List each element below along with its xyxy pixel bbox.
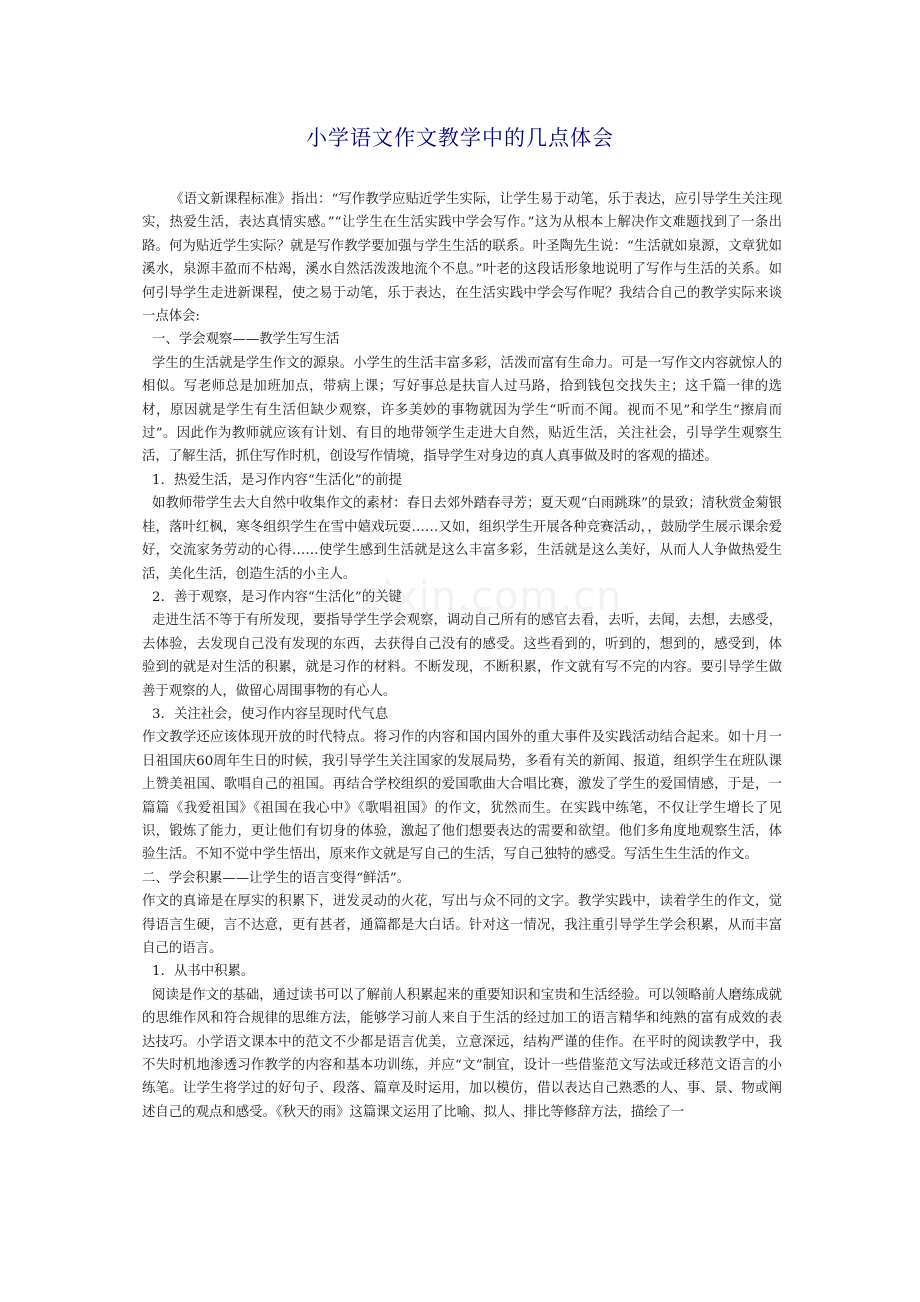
- document-title: 小学语文作文教学中的几点体会: [306, 126, 614, 150]
- paragraph: 二、学会积累——让学生的语言变得“鲜活”。: [142, 870, 411, 886]
- paragraph: 阅读是作文的基础，通过读书可以了解前人积累起来的重要知识和宝贵和生活经验。可以领略前人磨练成就的思维作风和符合规律的思维方法，能够学习前人来自于生活的经过加工的语言精华和纯熟的富有成效的表达技巧。小学语文课本中的范文不少都是语言优美，立意深远，结构严谨的佳作。在平时的阅读教学中，我不失时机地渗透习作教学的内容和基本功训练，并应“文”制宜，设计一些借鉴范文写法或迁移范文语言的小练笔。让学生将学过的好句子、段落、篇章及时运用，加以模仿，借以表达自己熟悉的人、事、景、物或阐述自己的观点和感受。《秋天的雨》这篇课文运用了比喻、拟人、排比等修辞方法，描绘了一: [142, 987, 782, 1120]
- paragraph: 3．关注社会，使习作内容呈现时代气息: [152, 706, 389, 722]
- paragraph: 作文教学还应该体现开放的时代特点。将习作的内容和国内国外的重大事件及实践活动结合起来。如十月一日祖国庆60周年生日的时候，我引导学生关注国家的发展局势，多看有关的新闻、报道，组织学生在班队课上赞美祖国、歌唱自己的祖国。再结合学校组织的爱国歌曲大合唱比赛，激发了学生的爱国情感，于是，一篇篇《我爱祖国》《祖国在我心中》《歌唱祖国》的作文，犹然而生。在实践中练笔，不仅让学生增长了见识，锻炼了能力，更让他们有切身的体验，激起了他们想要表达的需要和欲望。他们多角度地观察生活，体验生活。不知不觉中学生悟出，原来作文就是写自己的生活，写自己独特的感受。写活生生生活的作文。: [142, 730, 782, 863]
- paragraph: 作文的真谛是在厚实的积累下，迸发灵动的火花，写出与众不同的文字。教学实践中，读着学生的作文，觉得语言生硬，言不达意，更有甚者，通篇都是大白话。针对这一情况，我注重引导学生学会积累，从而丰富自己的语言。: [142, 894, 782, 956]
- paragraph: 一、学会观察——教学生写生活: [152, 332, 340, 348]
- document-body: [142, 188, 782, 1124]
- paragraph: 1．热爱生活，是习作内容“生活化”的前提: [152, 472, 402, 488]
- paragraph: 如教师带学生去大自然中收集作文的素材：春日去郊外踏春寻芳；夏天观“白雨跳珠”的景致；清秋赏金菊银桂，落叶红枫，寒冬组织学生在雪中嬉戏玩耍……又如，组织学生开展各种竞赛活动，，鼓励学生展示课余爱好，交流家务劳动的心得……使学生感到生活就是这么丰富多彩，生活就是这么美好，从而人人争做热爱生活，美化生活，创造生活的小主人。: [142, 496, 782, 582]
- paragraph: 走进生活不等于有所发现，要指导学生学会观察，调动自己所有的感官去看，去听，去闻，去想，去感受，去体验，去发现自己没有发现的东西，去获得自己没有的感受。这些看到的，听到的，想到的，感受到，体验到的就是对生活的积累，就是习作的材料。不断发现，不断积累，作文就有写不完的内容。要引导学生做善于观察的人，做留心周围事物的有心人。: [142, 613, 782, 699]
- paragraph: 《语文新课程标准》指出：“写作教学应贴近学生实际，让学生易于动笔，乐于表达，应引导学生关注现实，热爱生活，表达真情实感。”“让学生在生活实践中学会写作。”这为从根本上解决作文难题找到了一条出路。何为贴近学生实际？就是写作教学要加强与学生生活的联系。叶圣陶先生说：“生活就如泉源，文章犹如溪水，泉源丰盈而不枯竭，溪水自然活泼泼地流个不息。”叶老的这段话形象地说明了写作与生活的关系。如何引导学生走进新课程，使之易于动笔，乐于表达，在生活实践中学会写作呢？我结合自己的教学实际来谈一点体会:: [142, 192, 782, 325]
- paragraph: 2．善于观察，是习作内容“生活化”的关键: [152, 589, 402, 605]
- watermark: zixin.com.cn: [360, 574, 623, 620]
- paragraph: 1．从书中积累。: [152, 964, 255, 980]
- paragraph: 学生的生活就是学生作文的源泉。小学生的生活丰富多彩，活泼而富有生命力。可是一写作文内容就惊人的相似。写老师总是加班加点，带病上课；写好事总是扶盲人过马路，拾到钱包交找失主；这千篇一律的选材，原因就是学生有生活但缺少观察，许多美妙的事物就因为学生“听而不闻。视而不见”和学生“擦肩而过”。因此作为教师就应该有计划、有目的地带领学生走进大自然，贴近生活，关注社会，引导学生观察生活，了解生活，抓住写作时机，创设写作情境，指导学生对身边的真人真事做及时的客观的描述。: [142, 355, 782, 465]
